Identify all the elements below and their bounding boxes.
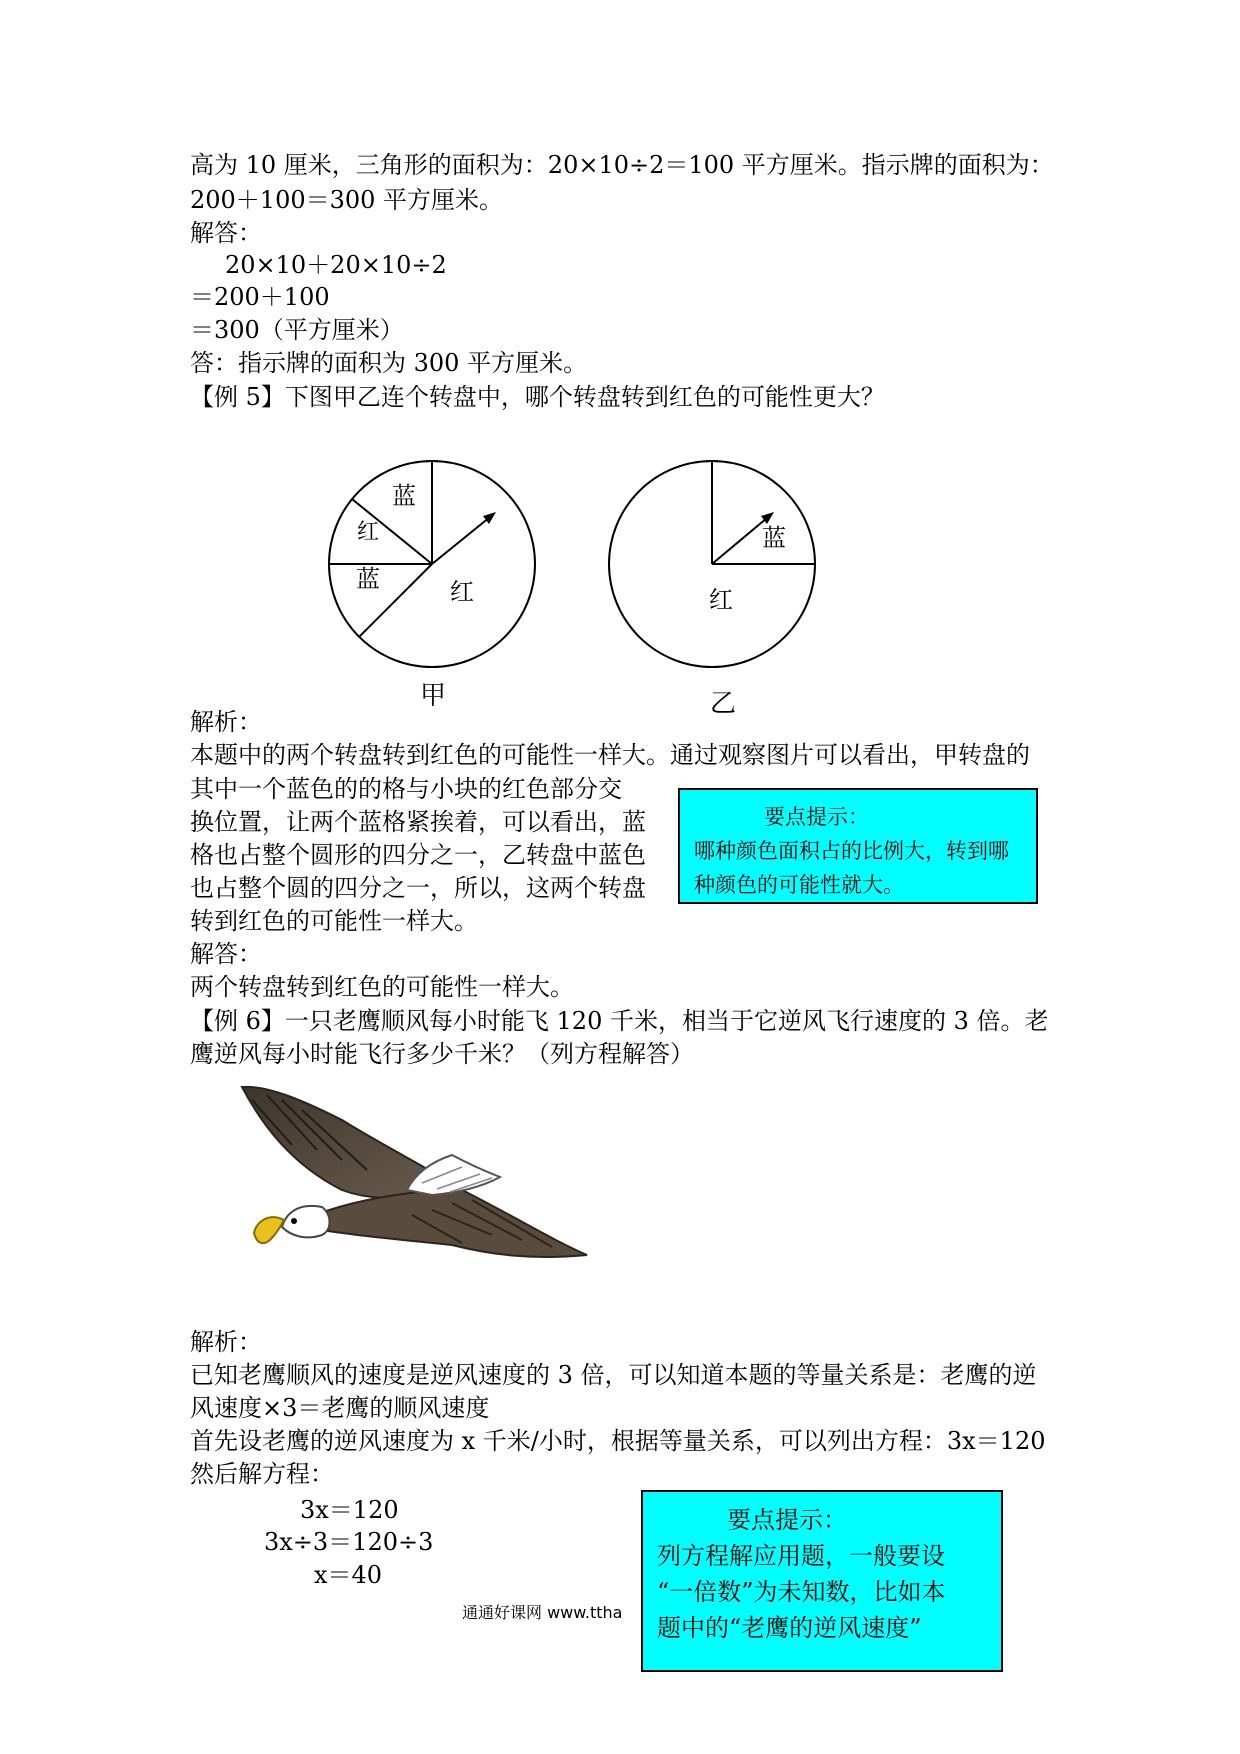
tip-box-1-line1: 哪种颜色面积占的比例大，转到哪 [694,839,1009,863]
line-12: 换位置，让两个蓝格紧挨着，可以看出，蓝 [190,808,646,836]
tip-box-1-line2: 种颜色的可能性就大。 [694,873,904,897]
spinner-jia [329,461,535,711]
line-22: 风速度×3＝老鹰的顺风速度 [190,1394,490,1422]
line-11: 其中一个蓝色的的格与小块的红色部分交 [190,775,622,803]
example-5-heading: 【例 5】下图甲乙连个转盘中，哪个转盘转到红色的可能性更大？ [190,383,885,411]
tip-box-1-title: 要点提示： [764,805,869,829]
spinner-yi-label-blue: 蓝 [762,524,786,552]
spinner-figure [320,456,960,716]
line-1: 高为 10 厘米，三角形的面积为：20×10÷2＝100 平方厘米。指示牌的面积为： [190,151,1054,179]
line-5: ＝200＋100 [190,283,330,311]
line-15: 转到红色的可能性一样大。 [190,907,478,935]
spinner-yi-caption: 乙 [710,689,737,716]
tip-box-2-line1: 列方程解应用题，一般要设 [657,1542,945,1570]
line-13: 格也占整个圆形的四分之一，乙转盘中蓝色 [190,841,646,869]
line-10: 本题中的两个转盘转到红色的可能性一样大。通过观察图片可以看出，甲转盘的 [190,741,1030,769]
tip-box-2-title: 要点提示： [727,1506,847,1534]
line-21: 已知老鹰顺风的速度是逆风速度的 3 倍，可以知道本题的等量关系是：老鹰的逆 [190,1361,1037,1389]
line-27: x＝40 [314,1561,383,1589]
line-6: ＝300（平方厘米） [190,316,404,344]
spinner-jia-caption: 甲 [420,681,447,711]
line-25: 3x＝120 [300,1496,399,1524]
spinner-jia-label-red-small: 红 [357,520,380,545]
line-3: 解答： [190,219,262,247]
line-23: 首先设老鹰的逆风速度为 x 千米/小时，根据等量关系，可以列出方程：3x＝120 [190,1427,1046,1455]
line-2: 200＋100＝300 平方厘米。 [190,186,504,214]
tip-box-2-line2: “一倍数”为未知数，比如本 [657,1578,946,1606]
line-9: 解析： [190,708,262,736]
tip-box-2 [641,1490,1003,1672]
spinner-jia-label-blue-top: 蓝 [392,482,416,510]
line-7: 答：指示牌的面积为 300 平方厘米。 [190,349,588,377]
line-4: 20×10＋20×10÷2 [225,251,447,279]
line-16: 解答： [190,940,262,968]
line-19: 鹰逆风每小时能飞行多少千米？（列方程解答） [190,1040,694,1068]
spinner-yi-label-red: 红 [709,586,733,614]
spinner-jia-label-red-big: 红 [450,578,474,606]
example-6-heading: 【例 6】一只老鹰顺风每小时能飞 120 千米，相当于它逆风飞行速度的 3 倍。老 [190,1007,1049,1035]
footer-text: 通通好课网 www.ttha [462,1603,623,1622]
spinner-jia-label-blue-mid: 蓝 [356,565,380,593]
line-26: 3x÷3＝120÷3 [264,1528,434,1556]
line-20: 解析： [190,1328,262,1356]
line-24: 然后解方程： [190,1460,334,1488]
tip-box-2-line3: 题中的“老鹰的逆风速度” [657,1614,922,1642]
eagle-illustration [232,1075,592,1295]
line-17: 两个转盘转到红色的可能性一样大。 [190,973,574,1001]
tip-box-1 [678,788,1038,904]
line-14: 也占整个圆的四分之一，所以，这两个转盘 [190,874,646,902]
spinner-yi [609,461,815,716]
